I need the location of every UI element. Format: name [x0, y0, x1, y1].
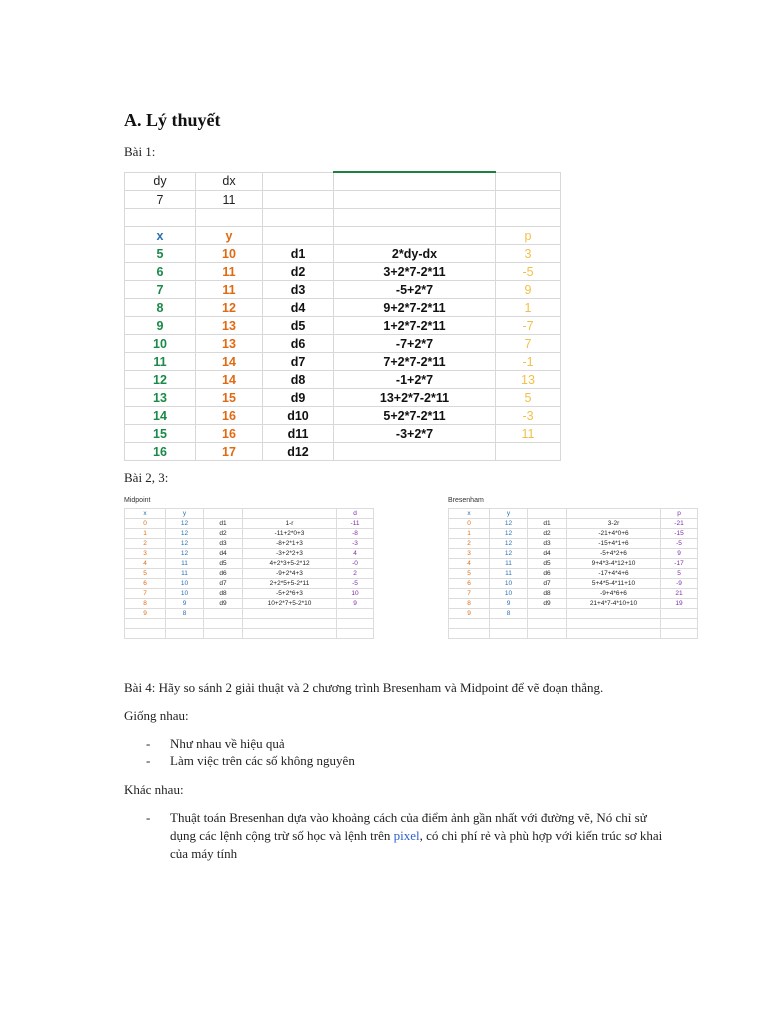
table-cell — [337, 609, 374, 619]
bai4-text: Bài 4: Hãy so sánh 2 giải thuật và 2 chương trình Bresenham và Midpoint để vẽ đoạn thẳng. — [124, 680, 604, 695]
table-row — [449, 559, 698, 569]
table-cell: -5 — [337, 579, 374, 589]
table-cell: 5 — [661, 569, 698, 579]
table-cell: d2 — [204, 529, 243, 539]
table-row — [125, 389, 561, 407]
table-row — [449, 579, 698, 589]
table1-row-values — [125, 191, 561, 209]
table-cell: 8 — [490, 609, 528, 619]
table1-cell: 13 — [196, 335, 263, 353]
table-cell: 10+2*7+5-2*10 — [243, 599, 337, 609]
khac-label: Khác nhau: — [124, 782, 184, 797]
table1-cell: -7 — [496, 317, 561, 335]
table1-cell: 14 — [196, 353, 263, 371]
table-header-cell: d — [337, 509, 374, 519]
table1-cell: d11 — [263, 425, 334, 443]
table1-cell: 7+2*7-2*11 — [334, 353, 496, 371]
table-row — [125, 519, 374, 529]
table-cell: 2 — [125, 539, 166, 549]
table-cell: 21 — [661, 589, 698, 599]
table-row — [449, 619, 698, 629]
table-cell: d2 — [528, 529, 567, 539]
table-row — [449, 529, 698, 539]
table-cell: d3 — [528, 539, 567, 549]
table-header-cell — [243, 509, 337, 519]
table1-cell: d10 — [263, 407, 334, 425]
table-cell: 9+4*3-4*12+10 — [567, 559, 661, 569]
bresenham-title: Bresenham — [448, 497, 484, 504]
table-cell: 12 — [490, 529, 528, 539]
table1-cell: -5 — [496, 263, 561, 281]
table-cell — [567, 609, 661, 619]
table-cell: 21+4*7-4*10+10 — [567, 599, 661, 609]
table1-cell: 5 — [125, 245, 196, 263]
table-cell — [449, 619, 490, 629]
table-cell: 4 — [449, 559, 490, 569]
table-cell: 3-2r — [567, 519, 661, 529]
table1-cell: -1+2*7 — [334, 371, 496, 389]
table-cell — [125, 619, 166, 629]
table-row — [125, 579, 374, 589]
table-cell: 12 — [490, 519, 528, 529]
table1-cell: 13+2*7-2*11 — [334, 389, 496, 407]
table-cell: d8 — [204, 589, 243, 599]
table-cell: 9 — [337, 599, 374, 609]
bai1-label: Bài 1: — [124, 144, 156, 159]
table-cell: 12 — [490, 539, 528, 549]
table-cell: -8+2*1+3 — [243, 539, 337, 549]
table-cell: 11 — [490, 569, 528, 579]
table-row — [449, 629, 698, 639]
table-cell — [567, 619, 661, 629]
table1-cell: -3+2*7 — [334, 425, 496, 443]
table-cell — [490, 629, 528, 639]
table-cell: 10 — [337, 589, 374, 599]
table-row — [125, 443, 561, 461]
table1-header-x: x — [125, 227, 196, 245]
table-row — [449, 519, 698, 529]
table1-cell: 10 — [196, 245, 263, 263]
table-row — [449, 549, 698, 559]
table1-cell: 13 — [196, 317, 263, 335]
table-cell: -17+4*4+6 — [567, 569, 661, 579]
table-header-cell — [528, 509, 567, 519]
table1-cell: 1 — [496, 299, 561, 317]
table-cell: 4 — [125, 559, 166, 569]
giong-label: Giống nhau: — [124, 708, 189, 723]
list-item: Làm việc trên các số không nguyên — [170, 753, 355, 768]
table-cell: d4 — [204, 549, 243, 559]
table-row — [125, 529, 374, 539]
table1-cell: 12 — [196, 299, 263, 317]
table-cell: -21 — [661, 519, 698, 529]
table-row — [449, 569, 698, 579]
table1-cell: dy — [125, 172, 196, 191]
list-item-dash: - — [146, 753, 151, 768]
table-cell: 12 — [166, 519, 204, 529]
table-cell: -5+2*6+3 — [243, 589, 337, 599]
table-cell: d6 — [204, 569, 243, 579]
table1-cell: 13 — [125, 389, 196, 407]
table1-header-y: y — [196, 227, 263, 245]
table-cell: 10 — [490, 579, 528, 589]
list-item: dụng các lệnh cộng trừ số học và lệnh trên pixel, có chi phí rẻ và phù hợp với kiến trúc sơ khai — [170, 828, 663, 843]
table1-cell: 16 — [196, 425, 263, 443]
table-row — [125, 549, 374, 559]
table1-cell: 16 — [196, 407, 263, 425]
table1-cell: 9+2*7-2*11 — [334, 299, 496, 317]
table1-cell: -7+2*7 — [334, 335, 496, 353]
table-row — [125, 619, 374, 629]
table-cell — [528, 609, 567, 619]
table-cell: 8 — [449, 599, 490, 609]
table-row — [125, 599, 374, 609]
table-cell: d4 — [528, 549, 567, 559]
table-cell: 1 — [125, 529, 166, 539]
table-header-cell: p — [661, 509, 698, 519]
table-cell: d5 — [528, 559, 567, 569]
table1-cell: d4 — [263, 299, 334, 317]
table-header-cell: y — [166, 509, 204, 519]
table-cell — [243, 629, 337, 639]
table-cell: d8 — [528, 589, 567, 599]
table-cell: 9 — [125, 609, 166, 619]
midpoint-table-box — [124, 497, 374, 647]
table-row — [125, 589, 374, 599]
table-cell: 2 — [337, 569, 374, 579]
table-cell: d7 — [204, 579, 243, 589]
table1-cell: 14 — [125, 407, 196, 425]
table-cell: -11+2*0+3 — [243, 529, 337, 539]
table-cell: 12 — [166, 529, 204, 539]
table1-cell: d8 — [263, 371, 334, 389]
table1-cell: 3+2*7-2*11 — [334, 263, 496, 281]
table-cell: 10 — [490, 589, 528, 599]
table-row — [125, 559, 374, 569]
table-cell: -9 — [661, 579, 698, 589]
table-cell: 1-r — [243, 519, 337, 529]
table-cell: 3 — [125, 549, 166, 559]
table-cell — [204, 629, 243, 639]
table-row — [125, 539, 374, 549]
table-cell: d3 — [204, 539, 243, 549]
table-header-cell: x — [125, 509, 166, 519]
table-cell — [567, 629, 661, 639]
table-cell: 9 — [661, 549, 698, 559]
table-cell: -15+4*1+6 — [567, 539, 661, 549]
table-cell: 10 — [166, 589, 204, 599]
table-cell: -21+4*0+6 — [567, 529, 661, 539]
table-cell: 4+2*3+5-2*12 — [243, 559, 337, 569]
table-row — [125, 629, 374, 639]
table-cell: d5 — [204, 559, 243, 569]
table-cell — [337, 619, 374, 629]
table1-cell: 5+2*7-2*11 — [334, 407, 496, 425]
list-item: của máy tính — [170, 846, 238, 861]
table-cell: -5 — [661, 539, 698, 549]
table-cell — [528, 619, 567, 629]
table-cell: d9 — [528, 599, 567, 609]
list-item-dash: - — [146, 736, 151, 751]
table-cell — [337, 629, 374, 639]
list-item: Thuật toán Bresenhan dựa vào khoảng cách của điểm ảnh gần nhất với đường vẽ, Nó chỉ sử — [170, 810, 647, 825]
bresenham-table-1 — [124, 171, 561, 461]
table-header-row — [449, 509, 698, 519]
table-header-cell — [567, 509, 661, 519]
table-cell: 8 — [166, 609, 204, 619]
table-cell: 1 — [449, 529, 490, 539]
table1-cell: d7 — [263, 353, 334, 371]
table1-cell: 3 — [496, 245, 561, 263]
table-cell: d7 — [528, 579, 567, 589]
bresenham-table — [448, 508, 698, 639]
table-row — [125, 281, 561, 299]
table1-cell: 11 — [196, 191, 263, 209]
table-row — [449, 609, 698, 619]
list-item: Như nhau về hiệu quả — [170, 736, 285, 751]
table-row — [125, 425, 561, 443]
table-cell: 2 — [449, 539, 490, 549]
table-row — [125, 317, 561, 335]
table1-cell: 2*dy-dx — [334, 245, 496, 263]
list-item-dash: - — [146, 810, 151, 825]
table-cell: d1 — [528, 519, 567, 529]
table-row — [125, 263, 561, 281]
table-cell — [449, 629, 490, 639]
table-cell: -3 — [337, 539, 374, 549]
table1-cell: d2 — [263, 263, 334, 281]
table-cell: 12 — [166, 549, 204, 559]
table-cell — [490, 619, 528, 629]
table1-cell: -3 — [496, 407, 561, 425]
bai23-label: Bài 2, 3: — [124, 470, 169, 485]
table-cell: 5 — [449, 569, 490, 579]
table-cell: 12 — [490, 549, 528, 559]
table-cell: 9 — [166, 599, 204, 609]
table-cell: 4 — [337, 549, 374, 559]
table-cell — [661, 609, 698, 619]
section-heading: A. Lý thuyết — [124, 110, 221, 130]
table1-cell: -1 — [496, 353, 561, 371]
table-cell: 5+4*5-4*11+10 — [567, 579, 661, 589]
midpoint-table — [124, 508, 374, 639]
table-cell — [243, 609, 337, 619]
table-cell: 6 — [125, 579, 166, 589]
table1-cell: 15 — [125, 425, 196, 443]
table-header-cell — [204, 509, 243, 519]
table1-cell: 9 — [125, 317, 196, 335]
table1-cell: dx — [196, 172, 263, 191]
table-cell — [528, 629, 567, 639]
table1-cell: 11 — [496, 425, 561, 443]
table-cell: 8 — [125, 599, 166, 609]
table-row — [449, 539, 698, 549]
table-cell — [661, 629, 698, 639]
table-cell: 0 — [125, 519, 166, 529]
table-row — [449, 589, 698, 599]
table-row — [125, 245, 561, 263]
table-cell: 11 — [166, 559, 204, 569]
table-cell: 9 — [449, 609, 490, 619]
table-cell: 11 — [490, 559, 528, 569]
table-row — [125, 569, 374, 579]
table1-cell: d6 — [263, 335, 334, 353]
table-row — [125, 335, 561, 353]
table1-cell: 11 — [196, 281, 263, 299]
table-cell: 12 — [166, 539, 204, 549]
table-cell — [166, 629, 204, 639]
table1-cell: 6 — [125, 263, 196, 281]
table-cell: 0 — [449, 519, 490, 529]
table-cell: -11 — [337, 519, 374, 529]
table1-cell: 7 — [125, 191, 196, 209]
table1-cell: 9 — [496, 281, 561, 299]
table-cell: 10 — [166, 579, 204, 589]
table1-cell: 15 — [196, 389, 263, 407]
table-cell: 19 — [661, 599, 698, 609]
midpoint-title: Midpoint — [124, 497, 151, 504]
table1-header-row — [125, 227, 561, 245]
table-cell: 5 — [125, 569, 166, 579]
pixel-link[interactable]: pixel — [393, 828, 420, 843]
table1-cell: 14 — [196, 371, 263, 389]
table-cell: d6 — [528, 569, 567, 579]
table1-cell: 17 — [196, 443, 263, 461]
table-cell — [125, 629, 166, 639]
table-cell: 6 — [449, 579, 490, 589]
table-cell: 9 — [490, 599, 528, 609]
table-cell — [204, 619, 243, 629]
table1-cell: d12 — [263, 443, 334, 461]
table-row — [125, 407, 561, 425]
table-row — [125, 353, 561, 371]
table-row — [125, 299, 561, 317]
table1-row-dydx — [125, 172, 561, 191]
table-cell: 2+2*5+5-2*11 — [243, 579, 337, 589]
table-cell — [204, 609, 243, 619]
table1-cell: 1+2*7-2*11 — [334, 317, 496, 335]
table-header-cell: y — [490, 509, 528, 519]
table-cell: -5+4*2+6 — [567, 549, 661, 559]
table-row — [125, 371, 561, 389]
table-row — [125, 609, 374, 619]
table-cell: 3 — [449, 549, 490, 559]
table-cell: 7 — [449, 589, 490, 599]
table-cell: d9 — [204, 599, 243, 609]
table1-header-p: p — [496, 227, 561, 245]
table1-cell: d9 — [263, 389, 334, 407]
table1-cell: -5+2*7 — [334, 281, 496, 299]
table-cell — [661, 619, 698, 629]
table1-cell: 7 — [496, 335, 561, 353]
table-cell: -3+2*2+3 — [243, 549, 337, 559]
table1-cell: 8 — [125, 299, 196, 317]
table-cell — [243, 619, 337, 629]
table1-cell — [496, 443, 561, 461]
table-cell: -17 — [661, 559, 698, 569]
table-cell — [166, 619, 204, 629]
table-cell: -0 — [337, 559, 374, 569]
table1-cell: 11 — [125, 353, 196, 371]
table-row — [449, 599, 698, 609]
table1-cell: 7 — [125, 281, 196, 299]
table-cell: d1 — [204, 519, 243, 529]
table-cell: 7 — [125, 589, 166, 599]
table-cell: -9+2*4+3 — [243, 569, 337, 579]
table-header-cell: x — [449, 509, 490, 519]
table1-cell: 10 — [125, 335, 196, 353]
table-header-row — [125, 509, 374, 519]
bresenham-table-box — [448, 497, 698, 647]
table-cell: -8 — [337, 529, 374, 539]
table-cell: -15 — [661, 529, 698, 539]
table1-cell: 13 — [496, 371, 561, 389]
table1-cell: 16 — [125, 443, 196, 461]
table1-cell: 11 — [196, 263, 263, 281]
table1-cell: d1 — [263, 245, 334, 263]
table1-cell: 12 — [125, 371, 196, 389]
table-cell: -9+4*6+6 — [567, 589, 661, 599]
table1-cell: d5 — [263, 317, 334, 335]
table1-cell: d3 — [263, 281, 334, 299]
table-cell: 11 — [166, 569, 204, 579]
table1-cell: 5 — [496, 389, 561, 407]
table1-cell — [334, 443, 496, 461]
